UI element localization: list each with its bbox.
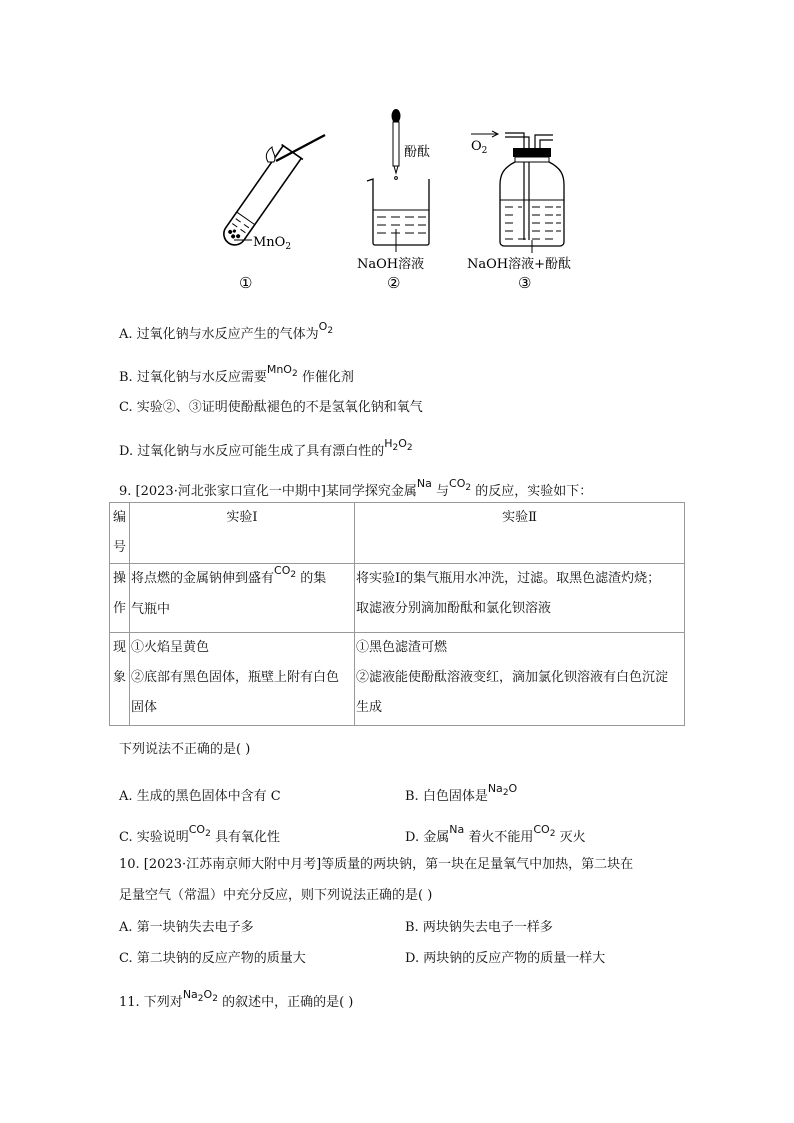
formula-o2: O2	[318, 320, 334, 336]
q8-option-b: B. 过氧化钠与水反应需要$^{MnO_2}$ 作催化剂	[119, 363, 354, 385]
q9-option-a: A. 生成的黑色固体中含有 C	[119, 789, 281, 804]
q9-option-c: C. 实验说明$^{CO_2}$ 具有氧化性	[119, 823, 280, 845]
q10-option-a: A. 第一块钠失去电子多	[119, 920, 254, 935]
fig3-number: ③	[518, 274, 532, 292]
q10-option-b: B. 两块钠失去电子一样多	[405, 920, 553, 935]
table-header-row: 编 号 实验Ⅰ 实验Ⅱ	[110, 503, 685, 564]
experiment-figures	[0, 0, 794, 300]
fig1-number: ①	[239, 274, 253, 292]
q10-option-c: C. 第二块钠的反应产物的质量大	[119, 951, 306, 966]
table-row: 操 作 将点燃的金属钠伸到盛有$^{CO_2}$ 的集 气瓶中 将实验Ⅰ的集气瓶用水冲洗，过滤。取黑色滤渣灼烧； 取滤液分别滴加酚酞和氯化钡溶液	[110, 564, 685, 633]
q9-option-d: D. 金属$^{Na}$ 着火不能用$^{CO_2}$ 灭火	[405, 823, 586, 845]
experiment-table	[109, 502, 685, 726]
test-tube-apparatus	[218, 135, 325, 250]
dropper-label: 酚酞	[404, 145, 431, 160]
formula-h2o2: H2O2	[384, 437, 413, 453]
q8-option-c: C. 实验②、③证明使酚酞褪色的不是氢氧化钠和氧气	[119, 400, 423, 415]
q11-stem: 11. 下列对$^{Na_2O_2}$ 的叙述中，正确的是( )	[119, 988, 354, 1010]
fig3-label: NaOH溶液+酚酞	[467, 257, 572, 272]
q8-option-a: A. 过氧化钠与水反应产生的气体为$^{O_2}$	[119, 320, 334, 342]
q9-question: 下列说法不正确的是( )	[119, 742, 251, 757]
fig2-number: ②	[387, 274, 401, 292]
table-row: 现 象 ①火焰呈黄色 ②底部有黑色固体，瓶壁上附有白色 固体 ①黑色滤渣可燃 ②滤液能使酚酞溶液变红，滴加氯化钡溶液有白色沉淀 生成	[110, 633, 685, 726]
header-exp1: 实验Ⅰ	[130, 503, 355, 564]
q10-option-d: D. 两块钠的反应产物的质量一样大	[405, 951, 606, 966]
fig2-label: NaOH溶液	[357, 257, 425, 272]
formula-mno2: MnO2	[266, 363, 298, 379]
q10-stem-line2: 足量空气（常温）中充分反应，则下列说法正确的是( )	[119, 888, 433, 903]
q8-option-d: D. 过氧化钠与水反应可能生成了具有漂白性的$^{H_2O_2}$	[119, 437, 413, 459]
fig1-label: MnO$_2$	[253, 235, 292, 252]
q10-stem-line1: 10. [2023·江苏南京师大附中月考]等质量的两块钠，第一块在足量氧气中加热，第二块在	[119, 857, 634, 872]
q9-stem: 9. [2023·河北张家口宣化一中期中]某同学探究金属$^{Na}$ 与$^{CO_2}$ 的反应，实验如下：	[119, 477, 593, 499]
formula-na2o2: Na2O2	[182, 988, 218, 1004]
q9-option-b: B. 白色固体是$^{Na_2O}$	[405, 782, 518, 804]
header-exp2: 实验Ⅱ	[355, 503, 685, 564]
beaker-apparatus	[367, 109, 429, 252]
gas-label: $O_2$	[471, 139, 488, 156]
